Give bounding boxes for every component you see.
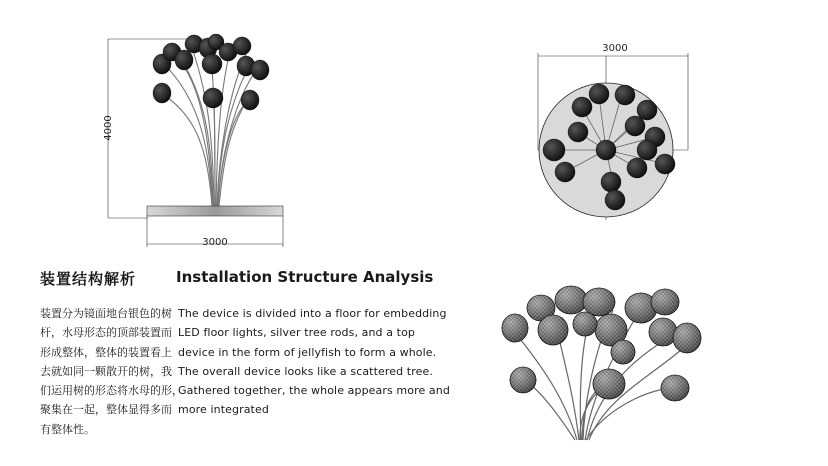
jellyfish-caps [153, 34, 269, 110]
heading-english: Installation Structure Analysis [176, 268, 434, 286]
description-english-line: Gathered together, the whole appears more and [178, 384, 450, 398]
description-chinese-line: 装置分为镜面地台银色的树 [40, 307, 172, 320]
plan-width-label: 3000 [602, 43, 628, 54]
description-chinese-line: 聚集在一起，整体显得多而 [40, 403, 172, 417]
plan-drawing [535, 40, 695, 230]
description-english-line: The device is divided into a floor for embedding [178, 307, 447, 320]
wireframe-caps [502, 286, 701, 401]
description-chinese-line: 去就如同一颗散开的树，我 [40, 364, 172, 378]
description-english-line: LED floor lights, silver tree rods, and a top [178, 326, 415, 340]
elevation-height-label: 4000 [103, 115, 114, 141]
description-english-line: The overall device looks like a scattered tree. [178, 364, 433, 378]
description-english [178, 304, 450, 420]
elevation-width-label: 3000 [202, 237, 228, 248]
description-chinese [40, 304, 183, 439]
description-english-line: device in the form of jellyfish to form a whole. [178, 345, 437, 359]
elevation-drawing [100, 30, 300, 255]
description-english-line: more integrated [178, 403, 269, 417]
description-chinese-line: 杆，水母形态的顶部装置而 [40, 326, 172, 340]
wireframe-render [495, 280, 710, 445]
description-chinese-line: 们运用树的形态将水母的形， [40, 384, 183, 398]
description-chinese-line: 形成整体，整体的装置看上 [40, 345, 172, 359]
mirror-floor-base [147, 206, 283, 216]
heading-chinese: 装置结构解析 [40, 270, 137, 288]
description-chinese-line: 有整体性。 [40, 422, 95, 436]
